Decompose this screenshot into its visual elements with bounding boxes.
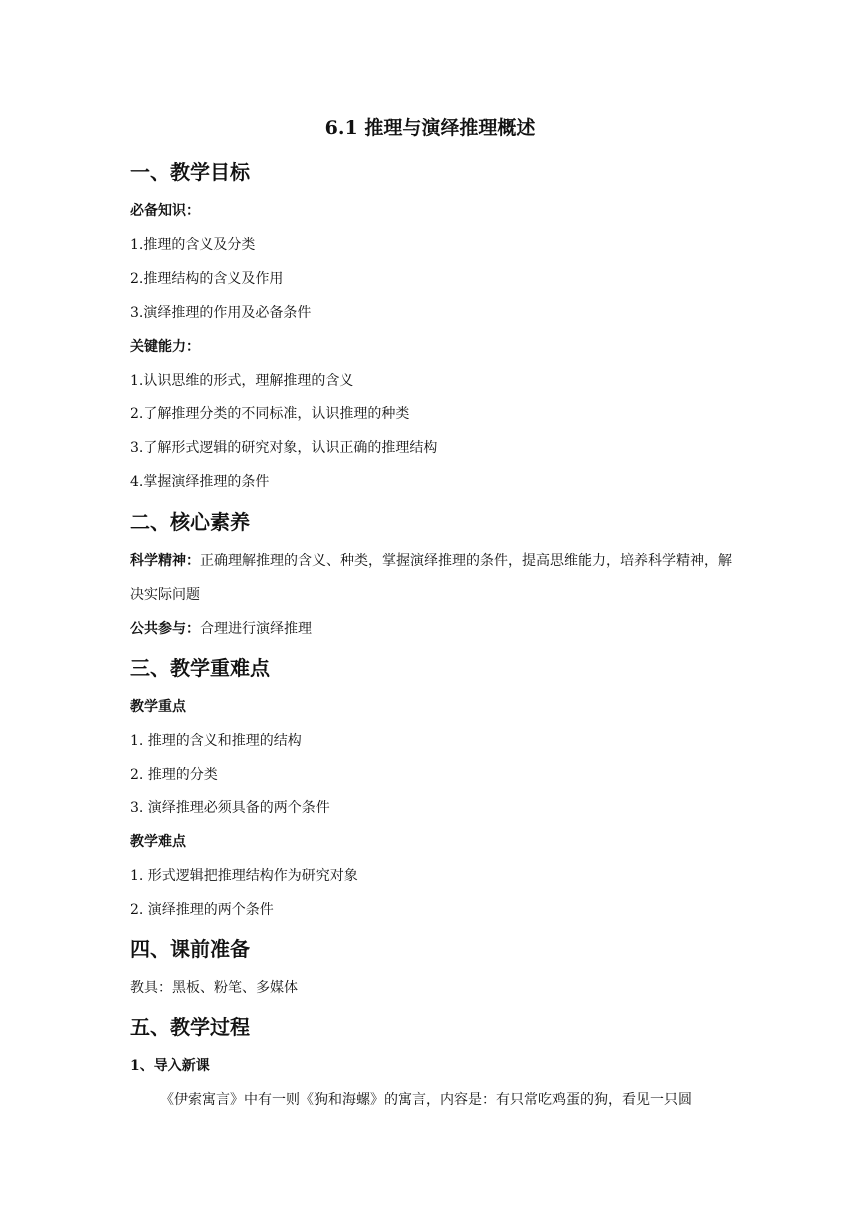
difficulty-label: 教学难点 bbox=[130, 834, 186, 850]
science-spirit-text: 正确理解推理的含义、种类，掌握演绎推理的条件，提高思维能力，培养科学精神，解决实际问题 bbox=[130, 553, 732, 603]
focus-item: 1. 推理的含义和推理的结构 bbox=[130, 733, 302, 749]
section-heading-key-points: 三、教学重难点 bbox=[130, 656, 270, 680]
section-heading-core-literacy: 二、核心素养 bbox=[130, 510, 250, 534]
section-heading-teaching-goals: 一、教学目标 bbox=[130, 160, 250, 184]
difficulty-item: 2. 演绎推理的两个条件 bbox=[130, 902, 274, 918]
focus-label: 教学重点 bbox=[130, 699, 186, 715]
ability-item: 2.了解推理分类的不同标准，认识推理的种类 bbox=[130, 406, 410, 422]
difficulty-item: 1. 形式逻辑把推理结构作为研究对象 bbox=[130, 868, 358, 884]
focus-item: 3. 演绎推理必须具备的两个条件 bbox=[130, 800, 330, 816]
knowledge-item: 2.推理结构的含义及作用 bbox=[130, 271, 284, 287]
step1-text: 《伊索寓言》中有一则《狗和海螺》的寓言，内容是：有只常吃鸡蛋的狗，看见一只圆 bbox=[160, 1092, 692, 1108]
document-title: 6.1 推理与演绎推理概述 bbox=[324, 117, 536, 139]
knowledge-item: 1.推理的含义及分类 bbox=[130, 237, 256, 253]
step1-label: 1、导入新课 bbox=[130, 1058, 210, 1074]
knowledge-label: 必备知识： bbox=[130, 203, 200, 219]
ability-item: 1.认识思维的形式，理解推理的含义 bbox=[130, 373, 354, 389]
public-participation-label: 公共参与： bbox=[130, 621, 200, 637]
ability-item: 3.了解形式逻辑的研究对象，认识正确的推理结构 bbox=[130, 440, 438, 456]
section-heading-preparation: 四、课前准备 bbox=[130, 937, 250, 961]
public-participation-text: 合理进行演绎推理 bbox=[200, 621, 312, 637]
preparation-text: 教具：黑板、粉笔、多媒体 bbox=[130, 980, 298, 996]
public-participation-line bbox=[130, 619, 312, 639]
science-spirit-label: 科学精神： bbox=[130, 553, 200, 569]
ability-item: 4.掌握演绎推理的条件 bbox=[130, 474, 270, 490]
ability-label: 关键能力： bbox=[130, 339, 200, 355]
focus-item: 2. 推理的分类 bbox=[130, 767, 218, 783]
knowledge-item: 3.演绎推理的作用及必备条件 bbox=[130, 305, 312, 321]
science-spirit-paragraph bbox=[130, 544, 740, 612]
section-heading-teaching-process: 五、教学过程 bbox=[130, 1015, 250, 1039]
